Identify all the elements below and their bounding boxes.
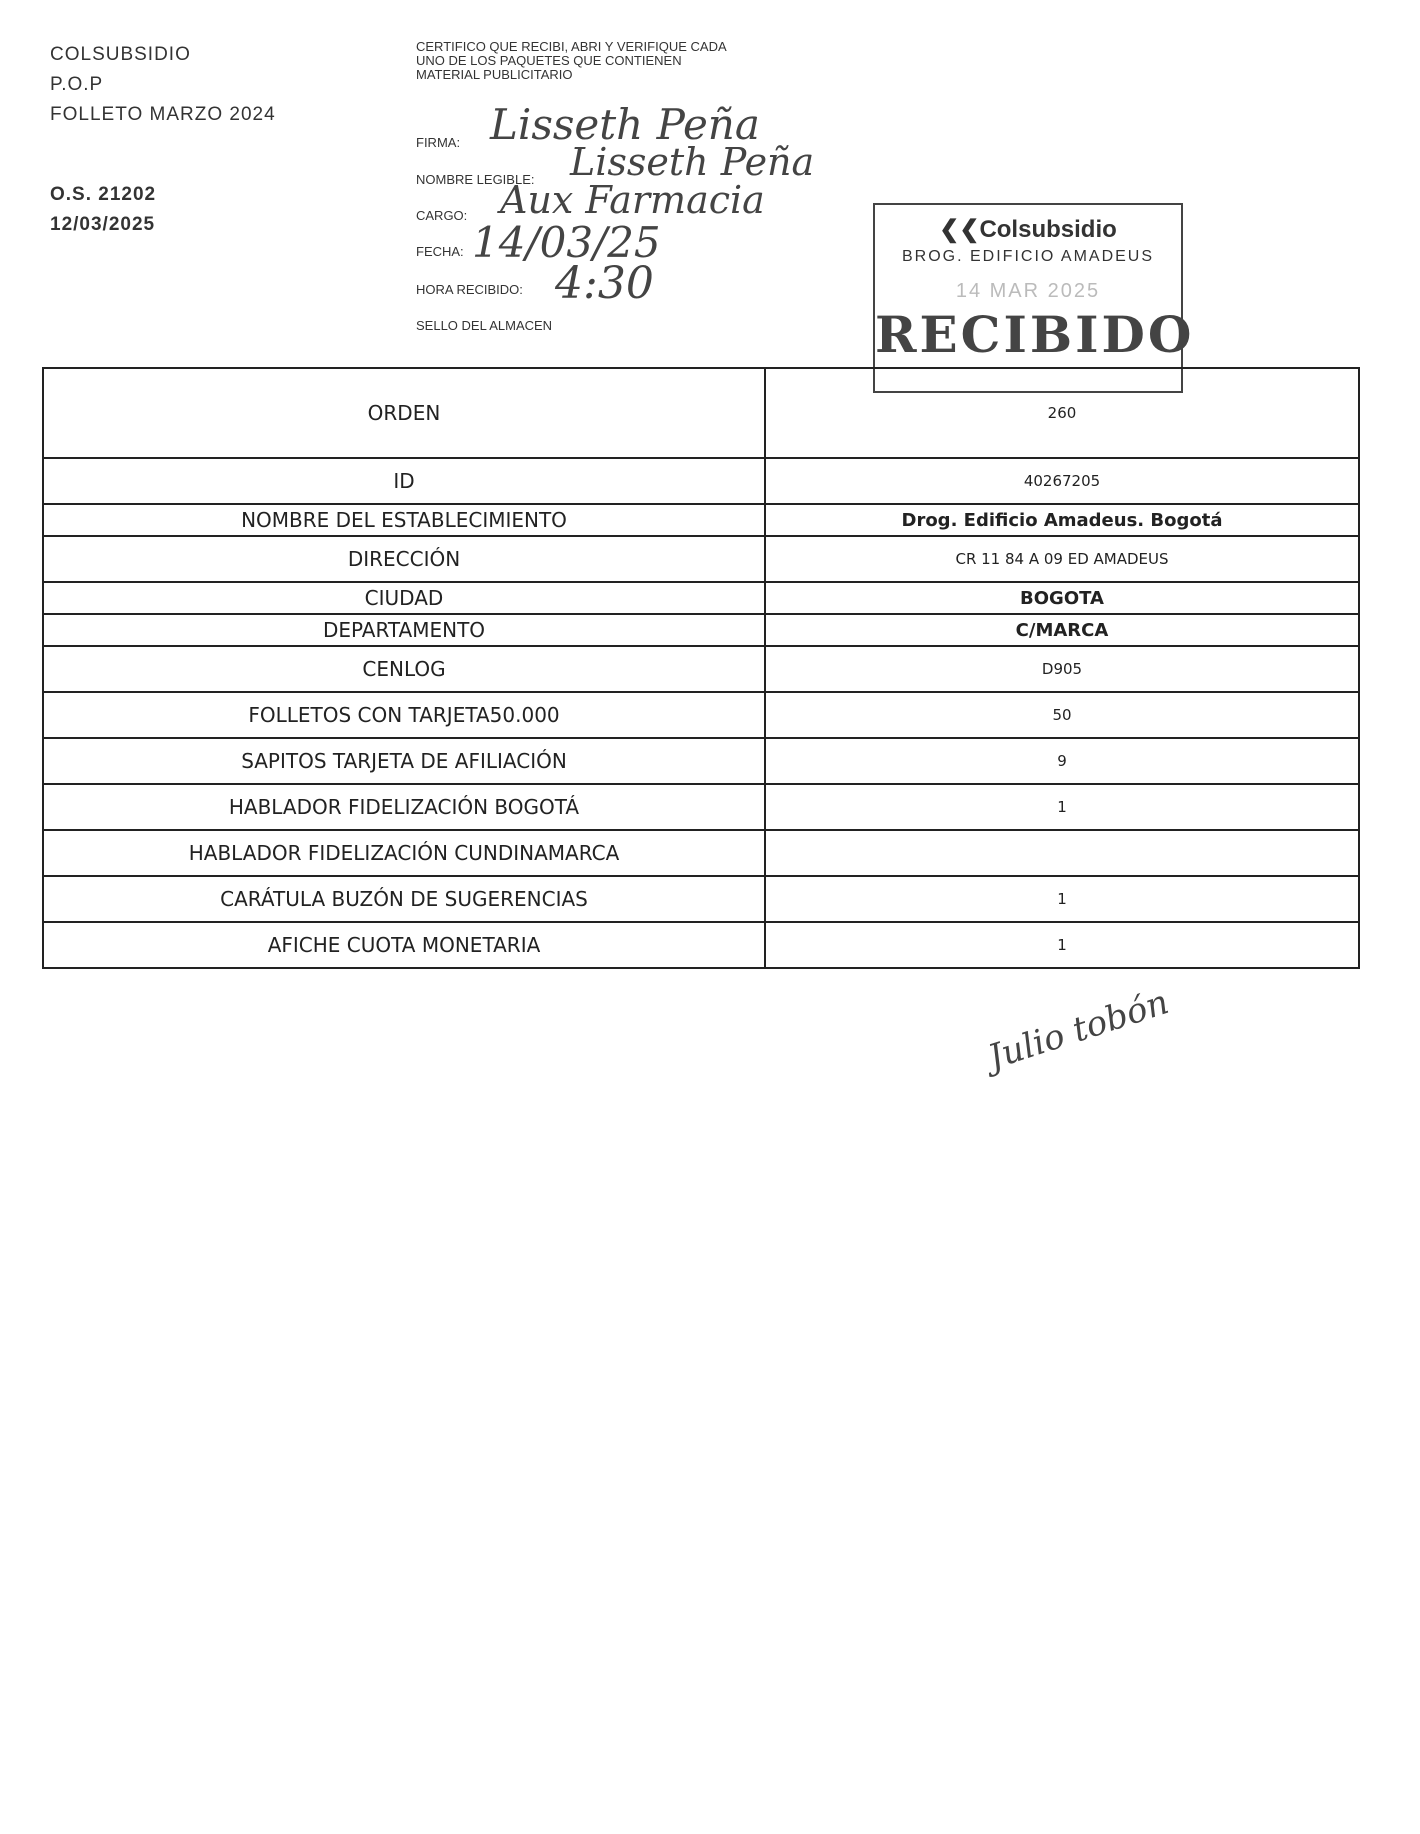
row-value: 1 bbox=[765, 784, 1359, 830]
row-label: CENLOG bbox=[43, 646, 765, 692]
row-value: 1 bbox=[765, 922, 1359, 968]
campaign-name: FOLLETO MARZO 2024 bbox=[50, 104, 276, 125]
table-row bbox=[43, 646, 1359, 692]
row-value: Drog. Edificio Amadeus. Bogotá bbox=[765, 504, 1359, 536]
row-label: HABLADOR FIDELIZACIÓN BOGOTÁ bbox=[43, 784, 765, 830]
role-handwriting: Aux Farmacia bbox=[500, 178, 765, 222]
row-label: DIRECCIÓN bbox=[43, 536, 765, 582]
document-date: 12/03/2025 bbox=[50, 214, 156, 235]
colsubsidio-logo-icon: ❮❮ bbox=[939, 216, 980, 243]
nombre-label: NOMBRE LEGIBLE: bbox=[416, 172, 535, 187]
table-row bbox=[43, 582, 1359, 614]
row-label: ID bbox=[43, 458, 765, 504]
table-row bbox=[43, 738, 1359, 784]
row-value: 1 bbox=[765, 876, 1359, 922]
table-row bbox=[43, 368, 1359, 458]
hora-label: HORA RECIBIDO: bbox=[416, 282, 523, 297]
company-name: COLSUBSIDIO bbox=[50, 44, 191, 65]
row-label: FOLLETOS CON TARJETA50.000 bbox=[43, 692, 765, 738]
table-row bbox=[43, 536, 1359, 582]
signature-handwriting: Lisseth Peña bbox=[490, 100, 760, 149]
stamp-branch: BROG. EDIFICIO AMADEUS bbox=[901, 248, 1155, 265]
document-header bbox=[50, 40, 276, 240]
row-value: 40267205 bbox=[765, 458, 1359, 504]
stamp-brand: ❮❮Colsubsidio bbox=[939, 216, 1117, 243]
row-value: 260 bbox=[765, 368, 1359, 458]
row-label: CIUDAD bbox=[43, 582, 765, 614]
cargo-label: CARGO: bbox=[416, 208, 468, 223]
stamp-date: 14 MAR 2025 bbox=[955, 280, 1101, 302]
table-row bbox=[43, 876, 1359, 922]
fecha-label: FECHA: bbox=[416, 244, 464, 259]
row-label: AFICHE CUOTA MONETARIA bbox=[43, 922, 765, 968]
table-row bbox=[43, 692, 1359, 738]
firma-label: FIRMA: bbox=[416, 135, 461, 150]
date-handwriting: 14/03/25 bbox=[472, 218, 661, 267]
table-row bbox=[43, 784, 1359, 830]
store-stamp bbox=[873, 203, 1195, 393]
table-row bbox=[43, 614, 1359, 646]
row-value bbox=[765, 830, 1359, 876]
row-label: CARÁTULA BUZÓN DE SUGERENCIAS bbox=[43, 876, 765, 922]
row-label: HABLADOR FIDELIZACIÓN CUNDINAMARCA bbox=[43, 830, 765, 876]
certification-text: CERTIFICO QUE RECIBI, ABRI Y VERIFIQUE CADA UNO DE LOS PAQUETES QUE CONTIENEN MATERIAL PUBLICITARIO bbox=[416, 39, 726, 82]
row-value: CR 11 84 A 09 ED AMADEUS bbox=[765, 536, 1359, 582]
stamp-received: RECIBIDO bbox=[875, 305, 1195, 364]
row-value: 9 bbox=[765, 738, 1359, 784]
table-row bbox=[43, 458, 1359, 504]
material-type: P.O.P bbox=[50, 74, 104, 95]
row-value: BOGOTA bbox=[765, 582, 1359, 614]
sello-label: SELLO DEL ALMACEN bbox=[416, 318, 553, 333]
row-value: 50 bbox=[765, 692, 1359, 738]
table-row bbox=[43, 830, 1359, 876]
time-handwriting: 4:30 bbox=[555, 258, 654, 309]
table-row bbox=[43, 922, 1359, 968]
name-handwriting: Lisseth Peña bbox=[570, 140, 815, 184]
signoff-handwriting: Julio tobón bbox=[983, 982, 1174, 1078]
row-label: SAPITOS TARJETA DE AFILIACIÓN bbox=[43, 738, 765, 784]
row-label: DEPARTAMENTO bbox=[43, 614, 765, 646]
delivery-table bbox=[42, 367, 1360, 969]
row-label: ORDEN bbox=[43, 368, 765, 458]
row-label: NOMBRE DEL ESTABLECIMIENTO bbox=[43, 504, 765, 536]
table-row bbox=[43, 504, 1359, 536]
row-value: D905 bbox=[765, 646, 1359, 692]
row-value: C/MARCA bbox=[765, 614, 1359, 646]
order-service-number: O.S. 21202 bbox=[50, 184, 157, 205]
